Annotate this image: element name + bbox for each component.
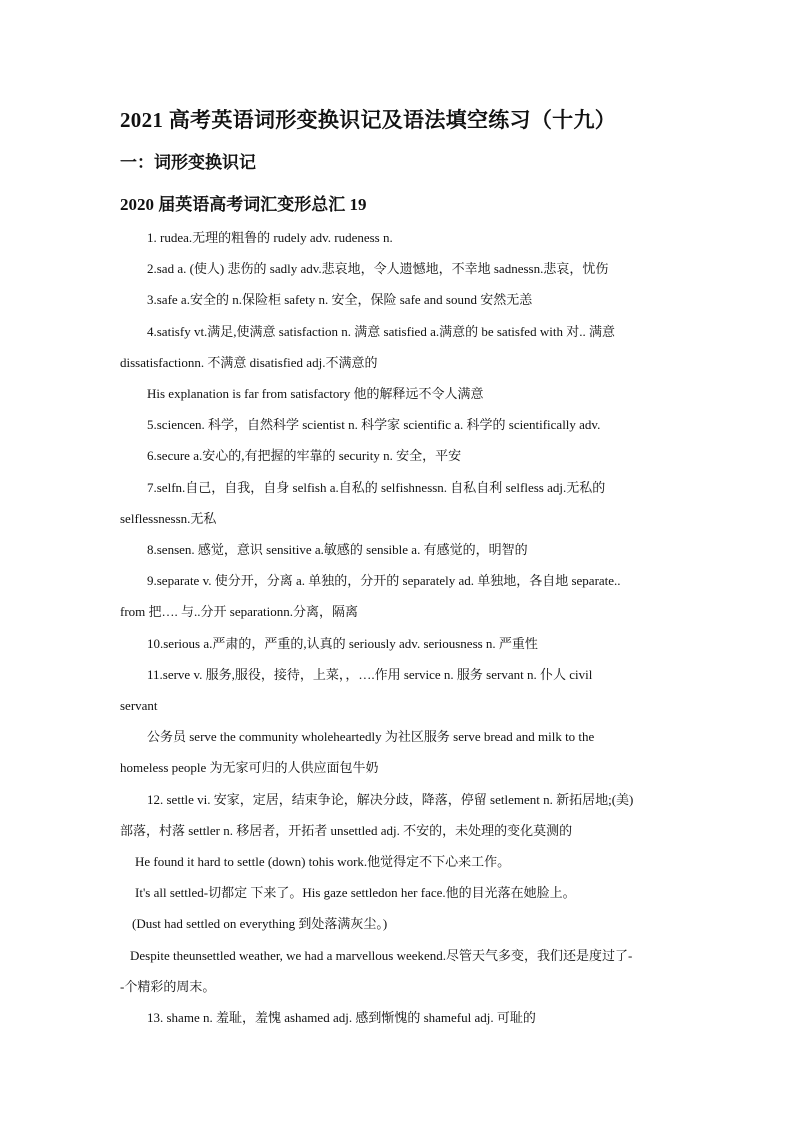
- entry-line: 4.satisfy vt.满足,使满意 satisfaction n. 满意 satisfied a.满意的 be satisfed with 对.. 满意: [147, 323, 615, 339]
- entry-line: homeless people 为无家可归的人供应面包牛奶: [120, 760, 379, 776]
- entry-line: 8.sensen. 感觉，意识 sensitive a.敏感的 sensible a. 有感觉的，明智的: [147, 542, 528, 558]
- entry-line: servant: [120, 698, 158, 714]
- entry-line: 9.separate v. 使分开，分离 a. 单独的，分开的 separately ad. 单独地，各自地 separate..: [147, 573, 621, 589]
- example-sentence: His explanation is far from satisfactory 他的解释远不令人满意: [147, 386, 484, 402]
- entry-line: 3.safe a.安全的 n.保险柜 safety n. 安全，保险 safe and sound 安然无恙: [147, 292, 533, 308]
- entry-line: 5.sciencen. 科学，自然科学 scientist n. 科学家 scientific a. 科学的 scientifically adv.: [147, 417, 601, 433]
- section-heading: 一：词形变换识记: [120, 153, 256, 172]
- entry-line: from 把…. 与..分开 separationn.分离，隔离: [120, 604, 358, 620]
- entry-line: 公务员 serve the community wholeheartedly 为社区服务 serve bread and milk to the: [147, 729, 595, 745]
- entry-line: 12. settle vi. 安家，定居，结束争论，解决分歧，降落，停留 setlement n. 新拓居地;(美): [147, 791, 634, 807]
- entry-line: 2.sad a. (使人) 悲伤的 sadly adv.悲哀地，令人遗憾地，不幸地 sadnessn.悲哀，忧伤: [147, 261, 609, 277]
- entry-line: 11.serve v. 服务,服役，接待，上菜，，….作用 service n. 服务 servant n. 仆人 civil: [147, 666, 593, 682]
- example-sentence: He found it hard to settle (down) tohis work.他觉得定不下心来工作。: [135, 854, 511, 870]
- entry-line: selflessnessn.无私: [120, 510, 217, 526]
- vocabulary-list: [120, 222, 676, 1033]
- document-title: 2021 高考英语词形变换识记及语法填空练习（十九）: [120, 108, 617, 132]
- example-sentence: -个精彩的周末。: [120, 978, 216, 994]
- entry-line: dissatisfactionn. 不满意 disatisfied adj.不满意的: [120, 354, 378, 370]
- entry-line: 10.serious a.严肃的，严重的,认真的 seriously adv. seriousness n. 严重性: [147, 635, 538, 651]
- example-sentence: It's all settled-切都定 下来了。His gaze settledon her face.他的目光落在她脸上。: [135, 885, 576, 901]
- entry-line: 1. rudea.无理的粗鲁的 rudely adv. rudeness n.: [147, 230, 393, 245]
- entry-line: 6.secure a.安心的,有把握的牢靠的 security n. 安全，平安: [147, 448, 462, 464]
- entry-line: 7.selfn.自己，自我，自身 selfish a.自私的 selfishnessn. 自私自利 selfless adj.无私的: [147, 479, 606, 495]
- entry-line: 部落，村落 settler n. 移居者，开拓者 unsettled adj. 不安的，未处理的变化莫测的: [120, 822, 573, 838]
- example-sentence: (Dust had settled on everything 到处落满灰尘。): [132, 916, 388, 932]
- entry-line: 13. shame n. 羞耻，羞愧 ashamed adj. 感到惭愧的 shameful adj. 可耻的: [147, 1010, 536, 1026]
- vocabulary-subtitle: 2020 届英语高考词汇变形总汇 19: [120, 195, 367, 214]
- example-sentence: Despite theunsettled weather, we had a marvellous weekend.尽管天气多变，我们还是度过了-: [130, 947, 633, 963]
